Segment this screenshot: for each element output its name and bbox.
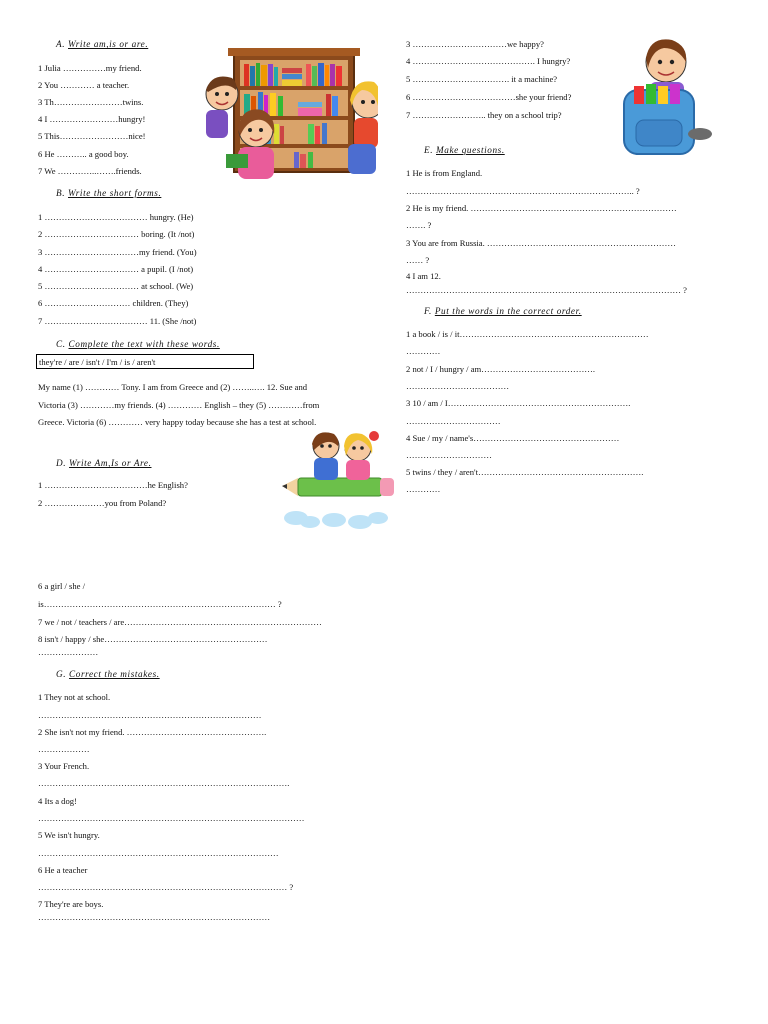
exercise-item: 3 Th……………………twins. [38,97,144,107]
exercise-item: is……………………………………………………………………… ? [38,599,282,609]
exercise-item: 5 ……………………………. it a machine? [406,74,558,84]
exercise-item: 2 …………………you from Poland? [38,498,167,508]
exercise-item: 2 …………………………… boring. (It /not) [38,229,195,239]
exercise-item: 4 I ……………………hungry! [38,114,146,124]
answer-line: …………………………………………………………………………… ? [38,882,294,892]
section-f-letter: F. [424,306,432,316]
section-e-letter: E. [424,145,434,155]
exercise-item: 1 He is from England. [406,168,483,178]
section-c-title: Complete the text with these words. [68,339,220,349]
section-f-heading [424,306,582,317]
answer-line: ………………………… [406,450,492,460]
section-f-title: Put the words in the correct order. [434,306,582,316]
answer-line: ……………………………… [406,381,510,391]
exercise-item: 5 …………………………… at school. (We) [38,281,194,291]
section-a-letter: A. [56,39,66,49]
answer-line: …………………………………………………………………….. ? [406,186,640,196]
exercise-item: 3 ……………………………we happy? [406,39,544,49]
exercise-item: 6 ………………………………she your friend? [406,92,572,102]
answer-line: …… ? [406,255,430,265]
section-g-letter: G. [56,669,67,679]
exercise-item: 1 a book / is / it………………………………………………………… [406,329,649,339]
exercise-item: 8 isn't / happy / she………………………………………………… [38,634,268,644]
section-a-heading [56,39,148,50]
exercise-item: 1 ………………………………he English? [38,480,188,490]
exercise-item: 5 This……………………nice! [38,131,146,141]
section-d-heading [56,458,151,469]
exercise-item: 7 we / not / teachers / are…………………………………………………………… [38,617,322,627]
exercise-item: 5 twins / they / aren't…………………………………………………. [406,467,644,477]
answer-line: ……. ? [406,220,432,230]
exercise-item: 1 ……………………………… hungry. (He) [38,212,194,222]
exercise-item: 4 I am 12. [406,271,441,281]
answer-line: ………… [406,484,441,494]
section-d-title: Write Am,Is or Are. [69,458,152,468]
bookshelf-kids-illustration [198,44,378,186]
answer-line: ………………………………………………………………………… [38,848,279,858]
exercise-item: 2 not / I / hungry / am…………………………………. [406,364,596,374]
section-e-heading [424,145,505,156]
section-c-letter: C. [56,339,66,349]
paragraph-line: Greece. Victoria (6) ………… very happy today because she has a test at school. [38,417,317,427]
answer-line: ………… [406,346,441,356]
answer-line: …………………………………………………………………… [38,710,262,720]
exercise-item: 7 They're are boys. [38,899,104,909]
exercise-item: 3 10 / am / I………………………………………………………. [406,398,631,408]
exercise-item: 4 Sue / my / name's…………………………………………… [406,433,620,443]
section-d-letter: D. [56,458,67,468]
answer-line: …………………………………………………………………………………… ? [406,285,687,295]
exercise-item: 1 Julia ……………my friend. [38,63,142,73]
answer-line: ……………………………………………………………………………. [38,778,290,788]
exercise-item: 2 He is my friend. ……………………………………………………………… [406,203,677,213]
paragraph-line: Victoria (3) …………my friends. (4) ………… English – they (5) …………from [38,400,320,410]
exercise-item: 1 They not at school. [38,692,111,702]
section-b-letter: B. [56,188,66,198]
exercise-item: 7 We …………..…….friends. [38,166,142,176]
exercise-item: 7 ……………………………… 11. (She /not) [38,316,197,326]
section-g-title: Correct the mistakes. [69,669,160,679]
answer-line: ……………………………………………………………………… [38,912,271,922]
exercise-item: 6 a girl / she / [38,581,86,591]
exercise-item: 5 We isn't hungry. [38,830,100,840]
exercise-item: 6 He ……….. a good boy. [38,149,129,159]
exercise-item: 3 Your French. [38,761,90,771]
paragraph-line: My name (1) ………… Tony. I am from Greece and (2) ……..…. 12. Sue and [38,382,308,392]
answer-line: ………………… [38,647,99,657]
word-bank-box: they're / are / isn't / I'm / is / aren't [36,354,254,369]
exercise-item: 6 ………………………… children. (They) [38,298,189,308]
exercise-item: 3 ……………………………my friend. (You) [38,247,197,257]
exercise-item: 2 She isn't not my friend. …………………………………………. [38,727,267,737]
section-b-heading [56,188,161,199]
exercise-item: 4 ……………………………………. I hungry? [406,56,571,66]
exercise-item: 4 …………………………… a pupil. (I /not) [38,264,194,274]
section-a-title: Write am,is or are. [68,39,149,49]
section-b-title: Write the short forms. [68,188,162,198]
answer-line: ……………… [38,744,90,754]
exercise-item: 6 He a teacher [38,865,88,875]
answer-line: ………………………………………………………………………………… [38,813,305,823]
exercise-item: 7 …………………….. they on a school trip? [406,110,562,120]
section-e-title: Make questions. [436,145,505,155]
answer-line: …………………………… [406,416,501,426]
exercise-item: 4 Its a dog! [38,796,77,806]
exercise-item: 2 You ………… a teacher. [38,80,130,90]
section-g-heading [56,669,160,680]
exercise-item: 3 You are from Russia. ………………………………………………………… [406,238,676,248]
kids-on-pencil-illustration [276,424,398,532]
section-c-heading [56,339,220,350]
boy-with-backpack-illustration [620,34,716,158]
